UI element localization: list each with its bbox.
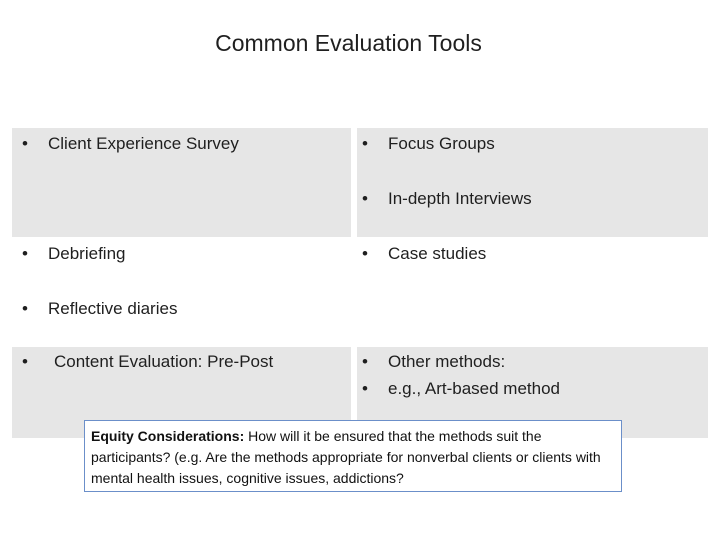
list-item-label: Debriefing [48,244,126,263]
slide-title: Common Evaluation Tools [215,30,482,56]
list-item [362,378,560,400]
list-item-label: Client Experience Survey [48,134,239,153]
equity-label: Equity Considerations: [91,428,245,444]
bullet-icon: • [22,244,28,263]
list-item [362,243,486,265]
list-item [362,133,495,155]
list-item [22,133,239,155]
list-item-label: In-depth Interviews [388,189,532,208]
list-item-label: Content Evaluation: Pre-Post [54,352,274,371]
list-item [362,188,532,210]
bullet-icon: • [362,134,368,153]
list-item-label: e.g., Art-based method [388,379,560,398]
bullet-icon: • [22,134,28,153]
list-item [22,243,126,265]
bullet-icon: • [362,379,368,398]
list-item-label: Case studies [388,244,487,263]
list-item [362,351,505,373]
bullet-icon: • [362,189,368,208]
list-item-label: Reflective diaries [48,299,178,318]
bullet-icon: • [22,299,28,318]
bullet-icon: • [22,352,28,371]
list-item-label: Other methods: [388,352,506,371]
bullet-icon: • [362,352,368,371]
list-item-label: Focus Groups [388,134,495,153]
list-item [22,351,273,373]
list-item [22,298,177,320]
equity-text: How will it be ensured that the methods suit the participants? (e.g. Are the methods appropriate for nonverbal clients or clients with mental health issues, cognitive issues, addictions? [91,428,601,486]
equity-considerations-box [84,420,622,492]
bullet-icon: • [362,244,368,263]
